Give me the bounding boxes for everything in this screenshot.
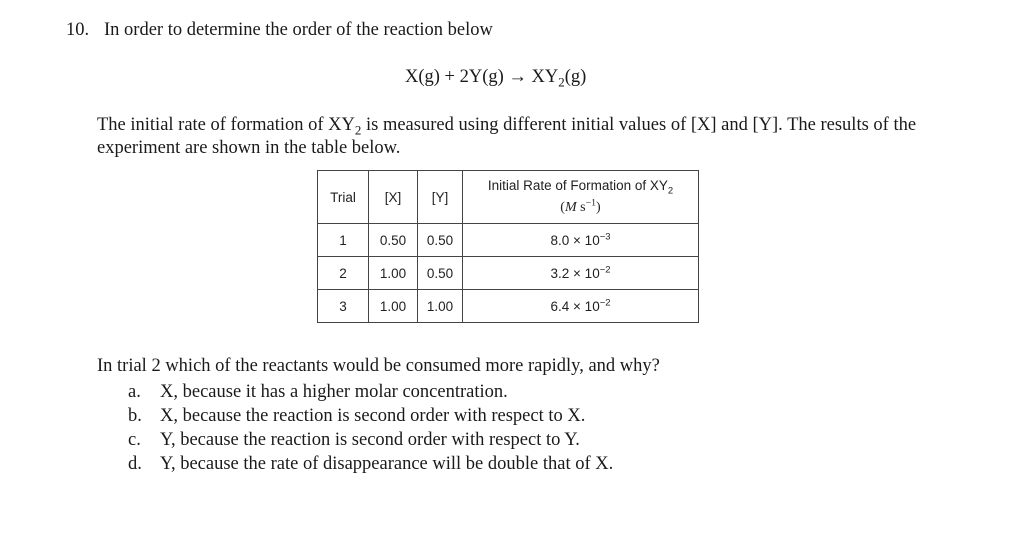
- header-rate-title: [463, 175, 698, 197]
- equation-rhs: (g): [564, 67, 587, 87]
- cell-trial: 3: [318, 290, 369, 323]
- table-row: [318, 290, 699, 323]
- cell-rate: [463, 257, 699, 290]
- cell-y: 0.50: [418, 224, 463, 257]
- rate-mantissa: 3.2 × 10: [550, 265, 600, 281]
- description-part2: is measured using different initial values of [X] and [Y]. The results of the experiment are shown in the table below.: [97, 115, 917, 158]
- header-x: [X]: [369, 171, 418, 224]
- choice-letter: c.: [128, 430, 141, 450]
- cell-rate: [463, 224, 699, 257]
- choice-a[interactable]: [128, 380, 613, 404]
- table-header-row: [318, 171, 699, 224]
- unit-seconds: s: [576, 200, 586, 215]
- cell-rate: [463, 290, 699, 323]
- header-y: [Y]: [418, 171, 463, 224]
- cell-x: 1.00: [369, 290, 418, 323]
- choice-d[interactable]: [128, 452, 613, 476]
- question-prompt: In trial 2 which of the reactants would be consumed more rapidly, and why?: [97, 356, 660, 376]
- rate-data-table: [317, 170, 699, 323]
- rate-mantissa: 6.4 × 10: [550, 298, 600, 314]
- description-subscript: 2: [354, 122, 362, 138]
- header-rate-subscript: 2: [667, 185, 674, 197]
- header-rate-text: Initial Rate of Formation of XY: [487, 178, 668, 193]
- header-rate: [463, 171, 699, 224]
- table-row: [318, 224, 699, 257]
- header-trial: Trial: [318, 171, 369, 224]
- table-row: [318, 257, 699, 290]
- header-rate-unit: (M $s^{-1}$): [560, 197, 601, 215]
- answer-choices: [128, 380, 613, 476]
- cell-y: 1.00: [418, 290, 463, 323]
- choice-letter: a.: [128, 382, 141, 402]
- equation-lhs: X(g) + 2Y(g) → XY: [405, 67, 559, 87]
- question-intro: In order to determine the order of the reaction below: [104, 20, 493, 40]
- cell-x: 1.00: [369, 257, 418, 290]
- experiment-description: [97, 114, 977, 160]
- cell-y: 0.50: [418, 257, 463, 290]
- choice-text: X, because the reaction is second order with respect to X.: [160, 406, 586, 426]
- equation-subscript: 2: [558, 74, 565, 90]
- choice-text: X, because it has a higher molar concentration.: [160, 382, 508, 402]
- reaction-equation: [405, 67, 586, 88]
- choice-letter: b.: [128, 406, 142, 426]
- choice-text: Y, because the reaction is second order with respect to Y.: [160, 430, 580, 450]
- cell-trial: 1: [318, 224, 369, 257]
- unit-exponent: −1: [585, 197, 597, 209]
- rate-exponent: −3: [599, 231, 611, 242]
- cell-trial: 2: [318, 257, 369, 290]
- rate-exponent: −2: [599, 297, 611, 308]
- choice-letter: d.: [128, 454, 142, 474]
- question-number: 10.: [66, 20, 90, 40]
- choice-b[interactable]: [128, 404, 613, 428]
- choice-text: Y, because the rate of disappearance will be double that of X.: [160, 454, 614, 474]
- rate-exponent: −2: [599, 264, 611, 275]
- cell-x: 0.50: [369, 224, 418, 257]
- unit-molar: M: [564, 200, 577, 215]
- choice-c[interactable]: [128, 428, 613, 452]
- description-part1: The initial rate of formation of XY: [97, 115, 355, 135]
- rate-mantissa: 8.0 × 10: [550, 232, 600, 248]
